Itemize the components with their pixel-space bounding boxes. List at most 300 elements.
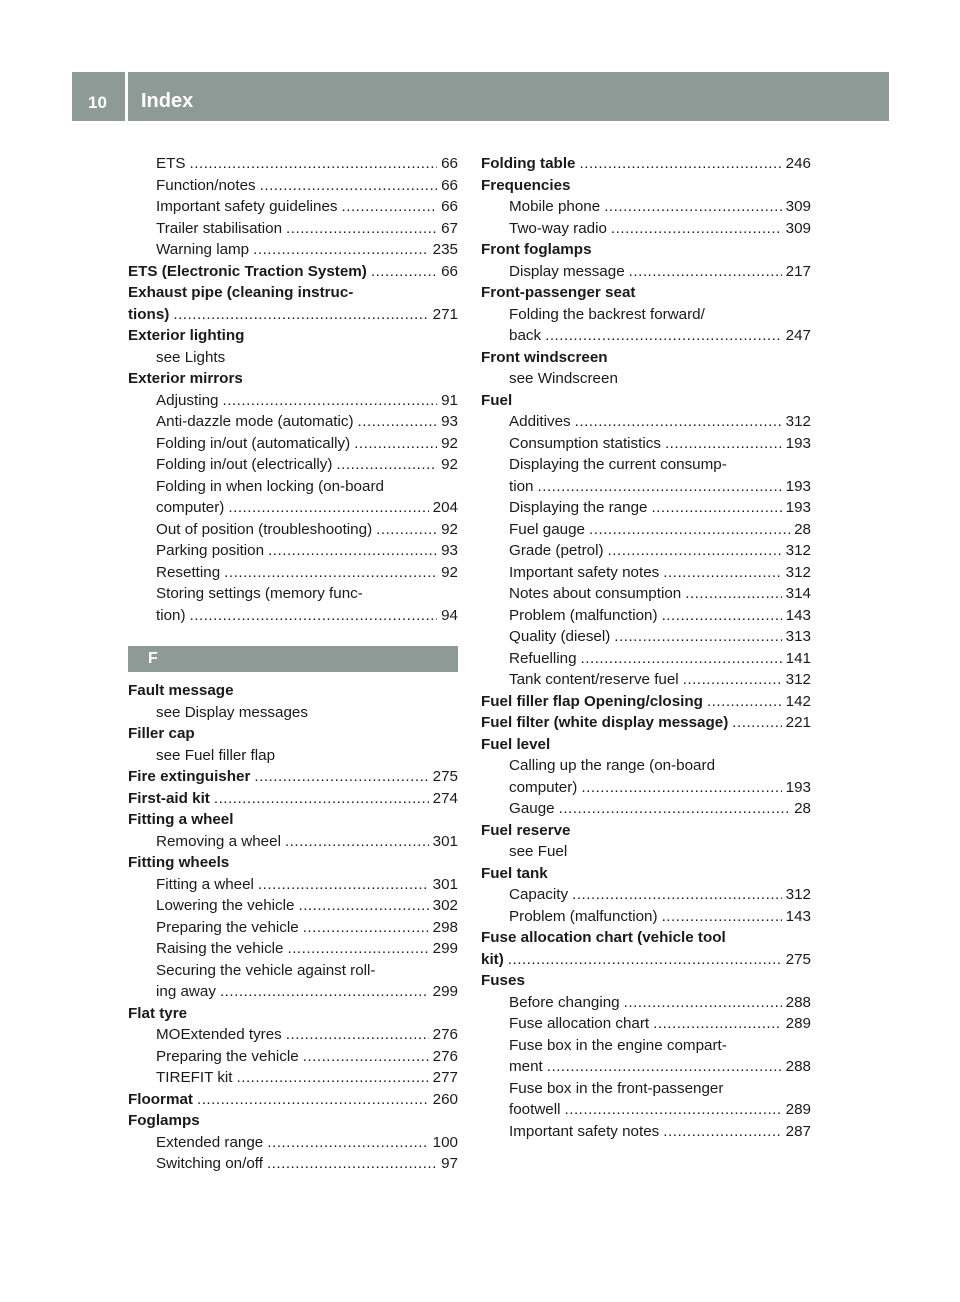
leader-dots: [267, 1132, 428, 1154]
leader-dots: [286, 218, 437, 240]
leader-dots: [611, 218, 782, 240]
leader-dots: [285, 831, 429, 853]
page-reference: 92: [441, 563, 458, 581]
entry-label: Before changing: [509, 993, 620, 1011]
index-entry: [128, 325, 458, 347]
index-subentry: [481, 454, 811, 476]
entry-label: Foglamps: [128, 1112, 200, 1129]
entry-label: footwell: [509, 1101, 561, 1118]
index-subentry: [481, 1099, 811, 1121]
page-reference: 143: [785, 907, 811, 925]
leader-dots: [214, 788, 429, 810]
entry-label: Out of position (troubleshooting): [156, 520, 373, 538]
index-subentry: [128, 390, 458, 412]
leader-dots: [228, 497, 428, 519]
leader-dots: [336, 454, 437, 476]
entry-label: Important safety guidelines: [156, 198, 338, 215]
entry-label: Problem (malfunction): [509, 606, 658, 624]
page-number: 10: [88, 93, 107, 112]
leader-dots: [508, 949, 782, 971]
page-reference: 299: [432, 940, 458, 957]
page-reference: 92: [441, 520, 458, 538]
leader-dots: [581, 777, 781, 799]
entry-label: Fuses: [481, 972, 525, 989]
index-subentry: [481, 1078, 811, 1100]
page-reference: 275: [432, 768, 458, 785]
index-list-f: [128, 680, 458, 1175]
page-reference: 143: [785, 606, 811, 624]
page-reference: 67: [441, 219, 458, 237]
page-reference: 193: [785, 778, 811, 796]
page-reference: 92: [441, 456, 458, 473]
page-reference: 288: [785, 1058, 811, 1075]
entry-label: Gauge: [509, 800, 555, 817]
index-subentry: [128, 153, 458, 175]
index-entry: [481, 153, 811, 175]
index-subentry: [481, 605, 811, 627]
index-subentry: [481, 1013, 811, 1035]
index-subentry: [128, 476, 458, 498]
entry-label: First-aid kit: [128, 789, 210, 807]
page-reference: 298: [432, 918, 458, 936]
page-reference: 93: [441, 413, 458, 430]
page-reference: 288: [785, 993, 811, 1011]
index-subentry: [481, 196, 811, 218]
index-entry: [481, 390, 811, 412]
leader-dots: [559, 798, 790, 820]
page-reference: 247: [785, 327, 811, 344]
index-subentry: [481, 497, 811, 519]
leader-dots: [665, 433, 782, 455]
entry-label: Fault message: [128, 682, 234, 699]
leader-dots: [547, 1056, 782, 1078]
index-subentry: [128, 745, 458, 767]
page-reference: 313: [785, 628, 811, 645]
index-subentry: [128, 702, 458, 724]
entry-label: tions): [128, 305, 170, 323]
index-subentry: [481, 411, 811, 433]
entry-label: Front windscreen: [481, 348, 608, 366]
index-column-left: [128, 153, 458, 1175]
entry-label: Quality (diesel): [509, 628, 611, 645]
index-subentry: [128, 583, 458, 605]
entry-label: Fitting wheels: [128, 854, 230, 871]
page-reference: 301: [432, 875, 458, 893]
index-entry: [481, 175, 811, 197]
entry-label: Fuel gauge: [509, 520, 585, 538]
leader-dots: [614, 626, 781, 648]
page-reference: 260: [432, 1090, 458, 1108]
page-reference: 235: [432, 241, 458, 258]
leader-dots: [604, 196, 781, 218]
entry-label: Fuel: [481, 391, 513, 409]
index-entry: [128, 261, 458, 283]
index-subentry: [128, 960, 458, 982]
leader-dots: [707, 691, 782, 713]
leader-dots: [342, 196, 438, 218]
leader-dots: [190, 153, 438, 175]
index-subentry: [128, 1067, 458, 1089]
leader-dots: [303, 917, 429, 939]
entry-label: Front foglamps: [481, 241, 592, 258]
index-subentry: [481, 540, 811, 562]
leader-dots: [651, 497, 781, 519]
leader-dots: [624, 992, 782, 1014]
leader-dots: [538, 476, 782, 498]
index-entry: [128, 809, 458, 831]
entry-label: TIREFIT kit: [156, 1069, 233, 1086]
leader-dots: [254, 766, 428, 788]
section-heading-f: F: [128, 646, 458, 672]
index-list-e: [128, 153, 458, 626]
entry-label: Grade (petrol): [509, 542, 604, 559]
index-subentry: [481, 755, 811, 777]
entry-label: Fuse box in the engine compart-: [509, 1036, 727, 1054]
page-reference: 97: [441, 1155, 458, 1172]
index-subentry: [481, 906, 811, 928]
entry-label: Fuse allocation chart: [509, 1015, 650, 1032]
entry-label: Tank content/reserve fuel: [509, 671, 679, 688]
entry-label: Folding table: [481, 155, 576, 172]
page-reference: 314: [785, 585, 811, 602]
entry-label: Problem (malfunction): [509, 907, 658, 925]
index-entry: [481, 347, 811, 369]
leader-dots: [268, 540, 437, 562]
page-header: [72, 72, 889, 121]
index-subentry: [128, 196, 458, 218]
entry-label: Fire extinguisher: [128, 768, 251, 785]
entry-label: Storing settings (memory func-: [156, 585, 363, 602]
leader-dots: [545, 325, 782, 347]
entry-label: Trailer stabilisation: [156, 219, 283, 237]
leader-dots: [358, 411, 438, 433]
page-title: Index: [141, 90, 194, 112]
entry-label: Notes about consumption: [509, 585, 682, 602]
leader-dots: [354, 433, 437, 455]
page-reference: 287: [785, 1122, 811, 1140]
entry-label: Raising the vehicle: [156, 940, 284, 957]
page-reference: 91: [441, 391, 458, 409]
page-reference: 309: [785, 198, 811, 215]
page-reference: 193: [785, 499, 811, 516]
entry-label: Refuelling: [509, 649, 577, 667]
page-reference: 66: [441, 176, 458, 194]
entry-label: Extended range: [156, 1133, 264, 1151]
index-subentry: [481, 798, 811, 820]
entry-label: Calling up the range (on-board: [509, 757, 716, 774]
index-entry: [481, 970, 811, 992]
index-subentry: [481, 992, 811, 1014]
entry-label: Resetting: [156, 563, 221, 581]
entry-label: Additives: [509, 413, 571, 430]
leader-dots: [662, 906, 782, 928]
page-reference: 221: [785, 714, 811, 731]
leader-dots: [572, 884, 782, 906]
page-reference: 66: [441, 155, 458, 172]
page-reference: 277: [432, 1069, 458, 1086]
index-entry: [481, 282, 811, 304]
index-entry: [128, 852, 458, 874]
entry-label: see Display messages: [156, 703, 308, 721]
index-subentry: [481, 841, 811, 863]
leader-dots: [683, 669, 782, 691]
entry-label: ETS (Electronic Traction System): [128, 262, 367, 280]
entry-label: see Fuel: [509, 843, 568, 860]
entry-label: Fitting a wheel: [128, 811, 234, 828]
page-reference: 275: [785, 950, 811, 968]
entry-label: Important safety notes: [509, 1122, 660, 1140]
index-subentry: [128, 454, 458, 476]
entry-label: Folding the backrest forward/: [509, 305, 705, 323]
index-subentry: [128, 874, 458, 896]
entry-label: tion): [156, 606, 186, 624]
leader-dots: [220, 981, 429, 1003]
leader-dots: [589, 519, 790, 541]
entry-label: Exterior mirrors: [128, 370, 243, 387]
entry-label: Fuel filler flap Opening/closing: [481, 692, 703, 710]
page-reference: 312: [785, 413, 811, 430]
index-subentry: [128, 938, 458, 960]
index-entry: [481, 734, 811, 756]
index-subentry: [128, 1132, 458, 1154]
entry-label: back: [509, 327, 542, 344]
leader-dots: [608, 540, 782, 562]
page-reference: 92: [441, 434, 458, 452]
index-column-right: [481, 153, 811, 1142]
entry-label: Filler cap: [128, 725, 195, 742]
entry-label: Preparing the vehicle: [156, 1047, 299, 1065]
page-reference: 276: [432, 1026, 458, 1043]
page-reference: 312: [785, 542, 811, 559]
index-entry: [128, 282, 458, 304]
index-subentry: [481, 519, 811, 541]
leader-dots: [575, 411, 782, 433]
entry-label: MOExtended tyres: [156, 1026, 282, 1043]
leader-dots: [197, 1089, 429, 1111]
page-reference: 246: [785, 155, 811, 172]
page-reference: 309: [785, 219, 811, 237]
entry-label: Anti-dazzle mode (automatic): [156, 413, 354, 430]
index-subentry: [481, 1035, 811, 1057]
entry-label: Floormat: [128, 1090, 193, 1108]
page-reference: 142: [785, 692, 811, 710]
entry-label: Front-passenger seat: [481, 284, 636, 301]
entry-label: Securing the vehicle against roll-: [156, 961, 376, 979]
index-subentry: [128, 895, 458, 917]
index-entry: [481, 949, 811, 971]
page-reference: 66: [441, 262, 458, 280]
entry-label: ing away: [156, 983, 216, 1000]
leader-dots: [287, 938, 428, 960]
index-subentry: [128, 917, 458, 939]
index-entry: [128, 1089, 458, 1111]
leader-dots: [371, 261, 437, 283]
index-subentry: [481, 368, 811, 390]
leader-dots: [260, 175, 437, 197]
entry-label: Mobile phone: [509, 198, 601, 215]
index-entry: [481, 691, 811, 713]
entry-label: kit): [481, 950, 504, 968]
entry-label: Fitting a wheel: [156, 875, 254, 893]
index-entry: [481, 927, 811, 949]
index-subentry: [481, 884, 811, 906]
entry-label: Switching on/off: [156, 1155, 263, 1172]
page-reference: 204: [432, 499, 458, 516]
page-reference: 217: [785, 262, 811, 280]
page-reference: 93: [441, 542, 458, 559]
index-entry: [481, 820, 811, 842]
index-subentry: [128, 411, 458, 433]
leader-dots: [376, 519, 437, 541]
leader-dots: [662, 605, 782, 627]
entry-label: Warning lamp: [156, 241, 250, 258]
entry-label: Flat tyre: [128, 1004, 188, 1022]
page-reference: 28: [794, 800, 811, 817]
index-subentry: [481, 648, 811, 670]
index-subentry: [481, 433, 811, 455]
index-entry: [128, 1110, 458, 1132]
index-entry: [481, 239, 811, 261]
entry-label: Consumption statistics: [509, 434, 661, 452]
entry-label: Fuel filter (white display message): [481, 714, 729, 731]
page-reference: 289: [785, 1101, 811, 1118]
entry-label: Folding in/out (automatically): [156, 434, 351, 452]
entry-label: Displaying the current consump-: [509, 456, 727, 473]
index-subentry: [128, 1046, 458, 1068]
leader-dots: [303, 1046, 429, 1068]
leader-dots: [565, 1099, 782, 1121]
index-subentry: [128, 218, 458, 240]
index-subentry: [128, 1024, 458, 1046]
entry-label: Fuel level: [481, 735, 551, 753]
index-subentry: [128, 605, 458, 627]
leader-dots: [732, 712, 781, 734]
entry-label: Function/notes: [156, 176, 256, 194]
index-subentry: [481, 1056, 811, 1078]
page-reference: 193: [785, 434, 811, 452]
index-subentry: [481, 325, 811, 347]
leader-dots: [224, 562, 437, 584]
leader-dots: [663, 1121, 781, 1143]
page-reference: 276: [432, 1047, 458, 1065]
entry-label: Displaying the range: [509, 499, 648, 516]
entry-label: Fuel tank: [481, 864, 548, 882]
index-subentry: [128, 540, 458, 562]
page-reference: 299: [432, 983, 458, 1000]
index-subentry: [128, 981, 458, 1003]
index-subentry: [481, 261, 811, 283]
entry-label: tion: [509, 477, 534, 495]
entry-label: Lowering the vehicle: [156, 897, 295, 914]
index-entry: [128, 723, 458, 745]
entry-label: Fuse allocation chart (vehicle tool: [481, 929, 726, 946]
entry-label: Preparing the vehicle: [156, 918, 299, 936]
leader-dots: [685, 583, 781, 605]
index-subentry: [481, 626, 811, 648]
leader-dots: [663, 562, 781, 584]
leader-dots: [629, 261, 782, 283]
header-divider: [125, 72, 128, 121]
page-reference: 301: [432, 832, 458, 850]
page-reference: 274: [432, 789, 458, 807]
index-entry: [128, 1003, 458, 1025]
index-subentry: [128, 347, 458, 369]
entry-label: Important safety notes: [509, 563, 660, 581]
entry-label: Parking position: [156, 542, 265, 559]
index-subentry: [481, 669, 811, 691]
index-subentry: [128, 1153, 458, 1175]
leader-dots: [580, 153, 782, 175]
leader-dots: [190, 605, 438, 627]
index-entry: [128, 304, 458, 326]
page-reference: 100: [432, 1133, 458, 1151]
leader-dots: [258, 874, 429, 896]
index-subentry: [128, 519, 458, 541]
leader-dots: [298, 895, 428, 917]
entry-label: Display message: [509, 262, 625, 280]
page-reference: 312: [785, 563, 811, 581]
index-entry: [481, 712, 811, 734]
index-entry: [128, 680, 458, 702]
entry-label: Frequencies: [481, 176, 571, 194]
leader-dots: [581, 648, 782, 670]
entry-label: computer): [156, 499, 225, 516]
index-entry: [128, 766, 458, 788]
index-subentry: [481, 304, 811, 326]
entry-label: Fuel reserve: [481, 821, 571, 839]
page-reference: 141: [785, 649, 811, 667]
entry-label: Folding in when locking (on-board: [156, 477, 384, 495]
index-subentry: [481, 583, 811, 605]
index-subentry: [128, 433, 458, 455]
index-entry: [128, 788, 458, 810]
index-subentry: [481, 562, 811, 584]
entry-label: Removing a wheel: [156, 832, 281, 850]
entry-label: ment: [509, 1058, 543, 1075]
page-reference: 289: [785, 1015, 811, 1032]
leader-dots: [286, 1024, 429, 1046]
leader-dots: [267, 1153, 437, 1175]
page-reference: 66: [441, 198, 458, 215]
index-subentry: [481, 476, 811, 498]
page-reference: 302: [432, 897, 458, 914]
index-subentry: [128, 562, 458, 584]
index-subentry: [481, 777, 811, 799]
entry-label: Folding in/out (electrically): [156, 456, 333, 473]
index-entry: [128, 368, 458, 390]
entry-label: Exterior lighting: [128, 327, 245, 344]
entry-label: see Lights: [156, 348, 226, 366]
leader-dots: [653, 1013, 782, 1035]
page-reference: 271: [432, 305, 458, 323]
index-subentry: [481, 218, 811, 240]
leader-dots: [173, 304, 428, 326]
index-subentry: [481, 1121, 811, 1143]
index-list-f-continued: [481, 153, 811, 1142]
page-reference: 28: [794, 520, 811, 538]
leader-dots: [222, 390, 437, 412]
entry-label: see Windscreen: [509, 370, 618, 387]
leader-dots: [237, 1067, 429, 1089]
entry-label: see Fuel filler flap: [156, 746, 276, 764]
entry-label: Capacity: [509, 886, 569, 903]
entry-label: computer): [509, 778, 578, 796]
entry-label: Adjusting: [156, 391, 219, 409]
index-subentry: [128, 831, 458, 853]
index-subentry: [128, 497, 458, 519]
entry-label: Fuse box in the front-passenger: [509, 1079, 724, 1097]
page-reference: 312: [785, 886, 811, 903]
